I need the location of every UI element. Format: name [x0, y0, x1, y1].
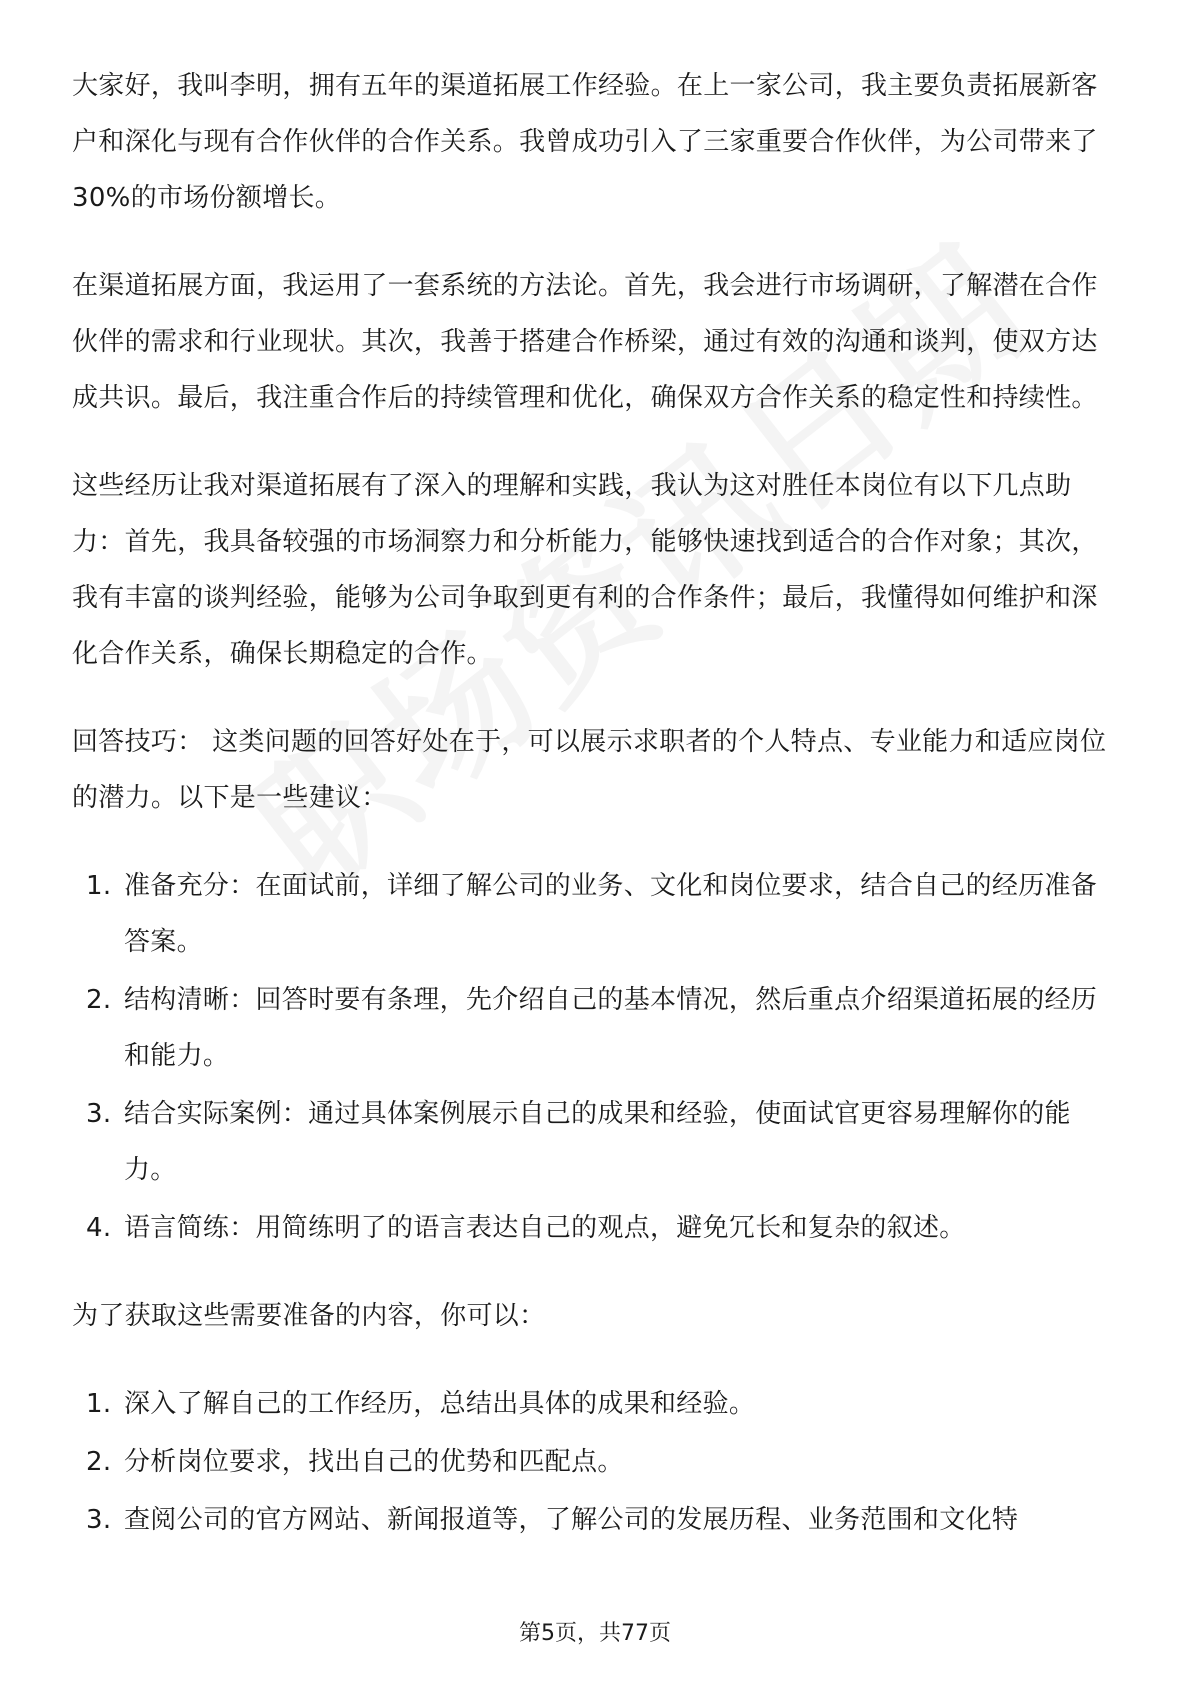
- list-item: [72, 972, 1122, 1084]
- paragraph-prep-intro: 为了获取这些需要准备的内容，你可以：: [72, 1301, 546, 1331]
- list-number: 4.: [86, 1213, 112, 1243]
- list-item-text: 语言简练：用简练明了的语言表达自己的观点，避免冗长和复杂的叙述。: [124, 1213, 966, 1243]
- page-number: 第5页，共77页: [519, 1621, 671, 1646]
- list-item-text: 深入了解自己的工作经历，总结出具体的成果和经验。: [124, 1389, 756, 1419]
- paragraph-methodology: 在渠道拓展方面，我运用了一套系统的方法论。首先，我会进行市场调研，了解潜在合作伙伴的需求和行业现状。其次，我善于搭建合作桥梁，通过有效的沟通和谈判，使双方达成共识。最后，我注重合作后的持续管理和优化，确保双方合作关系的稳定性和持续性。: [72, 271, 1098, 413]
- list-number: 2.: [86, 1447, 112, 1477]
- paragraph-strengths: 这些经历让我对渠道拓展有了深入的理解和实践，我认为这对胜任本岗位有以下几点助力：首先，我具备较强的市场洞察力和分析能力，能够快速找到适合的合作对象；其次，我有丰富的谈判经验，能够为公司争取到更有利的合作条件；最后，我懂得如何维护和深化合作关系，确保长期稳定的合作。: [72, 471, 1098, 669]
- list-number: 1.: [86, 1389, 112, 1419]
- list-number: 3.: [86, 1505, 112, 1535]
- paragraph-answer-tips: 回答技巧： 这类问题的回答好处在于，可以展示求职者的个人特点、专业能力和适应岗位的潜力。以下是一些建议：: [72, 727, 1107, 813]
- list-item: [72, 858, 1122, 970]
- list-item: [72, 1200, 1122, 1256]
- list-item-text: 结合实际案例：通过具体案例展示自己的成果和经验，使面试官更容易理解你的能力。: [124, 1099, 1071, 1185]
- prep-list: [72, 1376, 1122, 1548]
- document-body: [72, 58, 1122, 1580]
- list-number: 2.: [86, 985, 112, 1015]
- list-number: 3.: [86, 1099, 112, 1129]
- list-item: [72, 1086, 1122, 1198]
- list-number: 1.: [86, 871, 112, 901]
- list-item: [72, 1376, 1122, 1432]
- list-item-text: 查阅公司的官方网站、新闻报道等，了解公司的发展历程、业务范围和文化特: [124, 1505, 1019, 1535]
- list-item-text: 准备充分：在面试前，详细了解公司的业务、文化和岗位要求，结合自己的经历准备答案。: [124, 871, 1098, 957]
- list-item: [72, 1434, 1122, 1490]
- paragraph-intro: 大家好，我叫李明，拥有五年的渠道拓展工作经验。在上一家公司，我主要负责拓展新客户和深化与现有合作伙伴的合作关系。我曾成功引入了三家重要合作伙伴，为公司带来了30%的市场份额增长。: [72, 71, 1098, 213]
- list-item-text: 分析岗位要求，找出自己的优势和匹配点。: [124, 1447, 624, 1477]
- list-item: [72, 1492, 1122, 1548]
- tips-list: [72, 858, 1122, 1256]
- list-item-text: 结构清晰：回答时要有条理，先介绍自己的基本情况，然后重点介绍渠道拓展的经历和能力。: [124, 985, 1098, 1071]
